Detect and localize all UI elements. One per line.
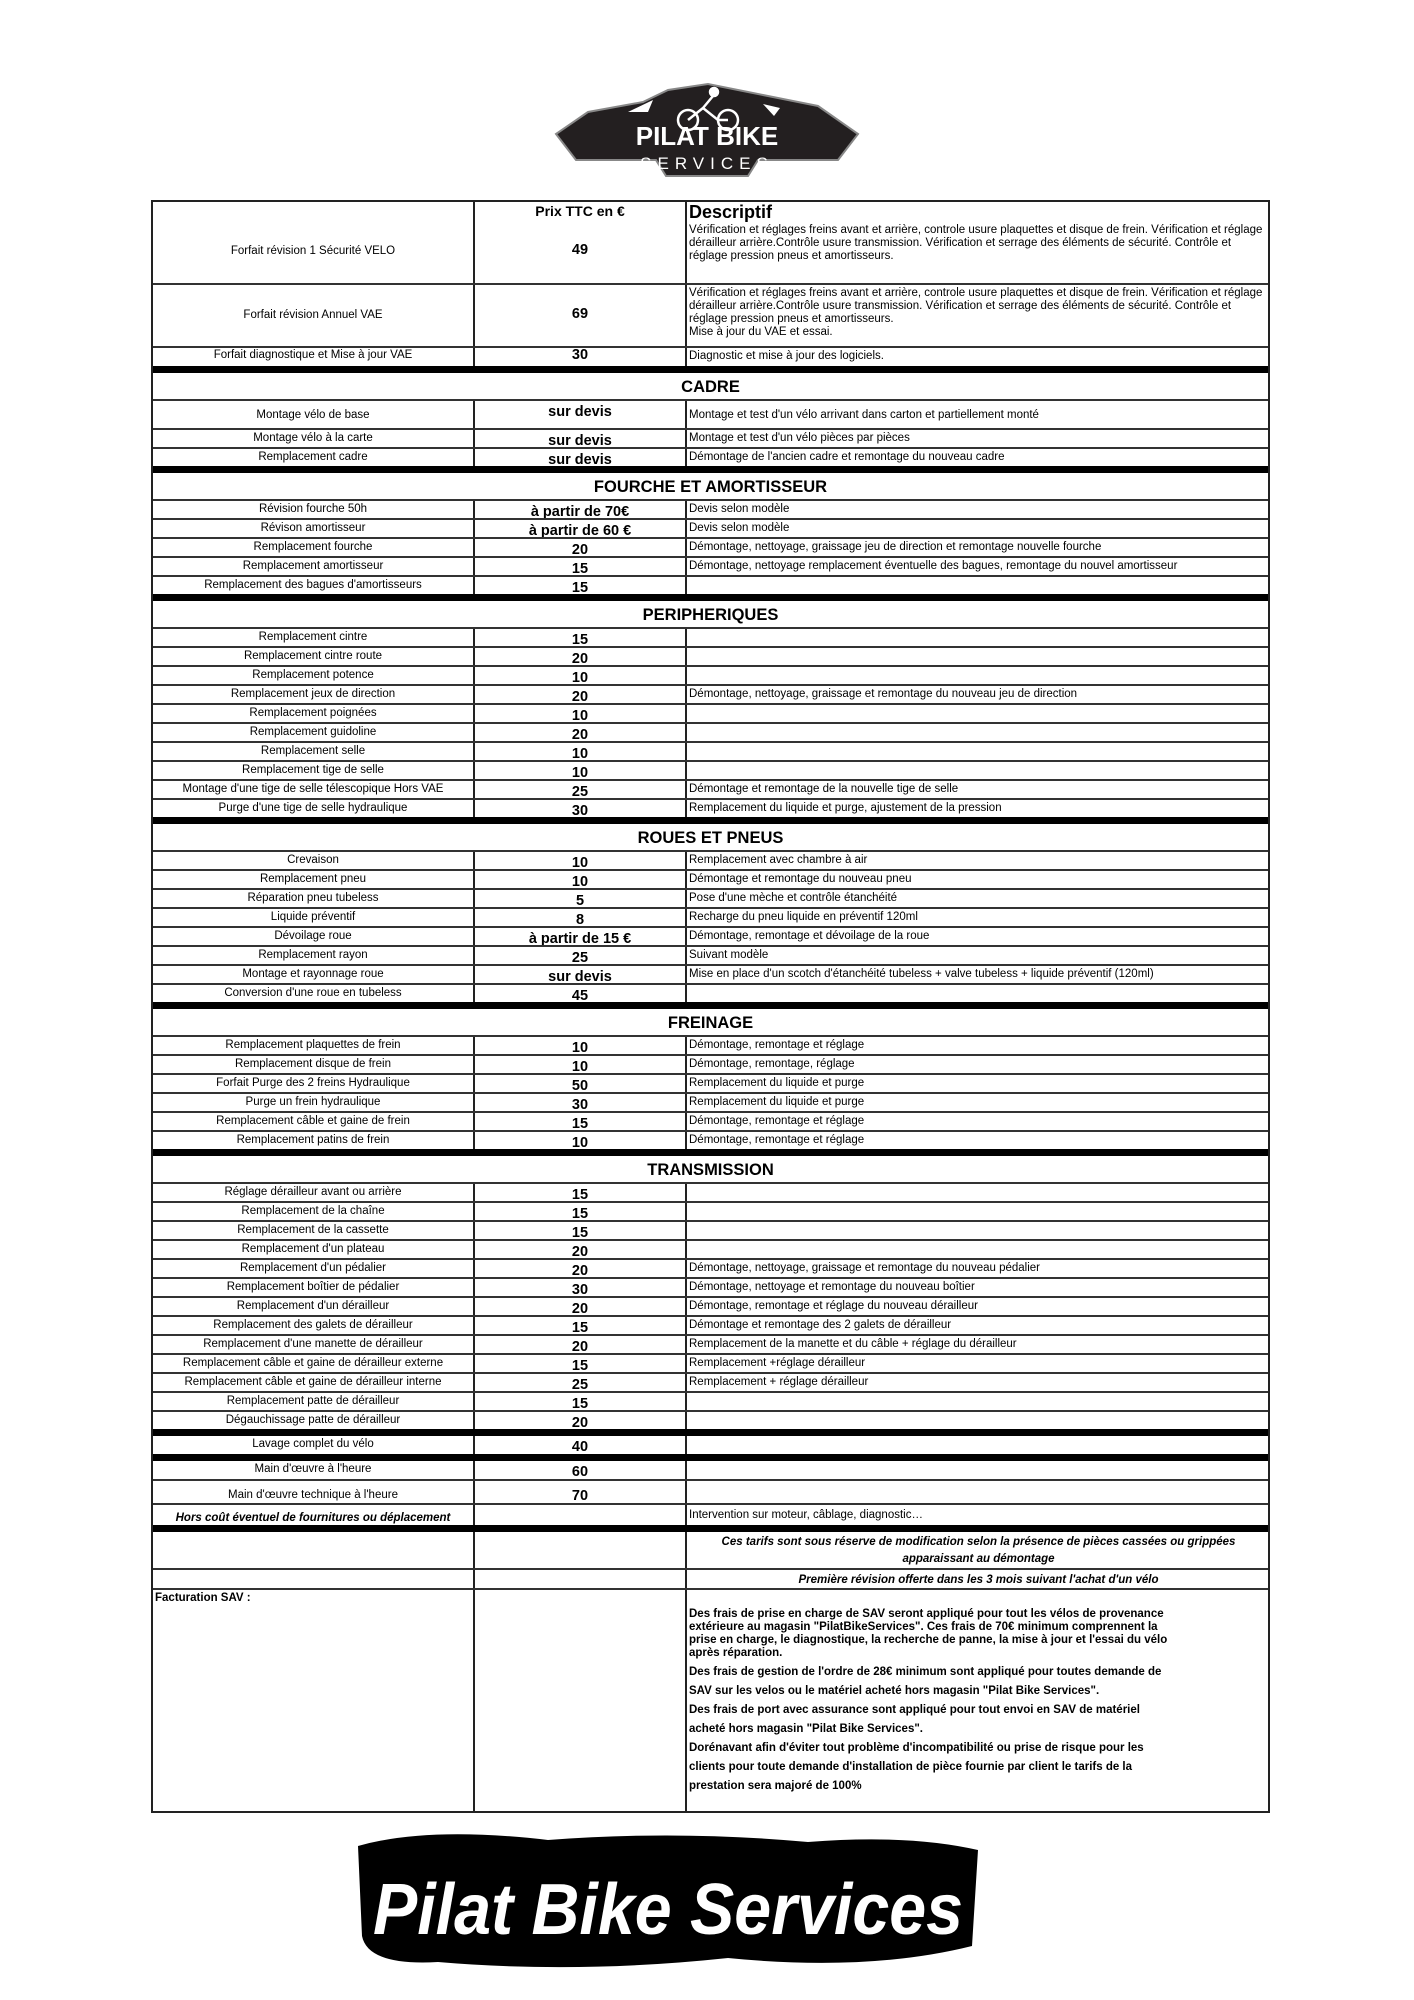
forfait-row — [153, 346, 1268, 366]
service-price: 20 — [475, 1260, 687, 1277]
hors-cout-desc: Intervention sur moteur, câblage, diagnostic… — [689, 1509, 923, 1521]
service-price: 15 — [475, 1184, 687, 1201]
service-description: Démontage, nettoyage remplacement éventuelle des bagues, remontage du nouvel amortisseur — [689, 560, 1178, 572]
logo-subtitle: SERVICES — [640, 154, 774, 173]
service-price: sur devis — [475, 449, 687, 466]
service-row — [153, 1372, 1268, 1391]
service-description: Devis selon modèle — [689, 522, 790, 534]
service-name: Forfait révision Annuel VAE — [153, 285, 475, 346]
sav-label-cell — [153, 1590, 475, 1811]
section-separator — [153, 1002, 1268, 1009]
service-price: 25 — [475, 947, 687, 964]
service-price: 15 — [475, 1355, 687, 1372]
service-name: Remplacement guidoline — [153, 724, 475, 741]
service-price: 69 — [475, 285, 687, 346]
service-description: Démontage et remontage de la nouvelle tige de selle — [689, 783, 959, 795]
service-description — [687, 648, 1268, 665]
service-name: Remplacement patte de dérailleur — [153, 1393, 475, 1410]
service-row — [153, 779, 1268, 798]
service-price: 10 — [475, 1056, 687, 1073]
service-name: Révison amortisseur — [153, 520, 475, 537]
pilat-bike-services-brush-logo — [348, 1826, 988, 1976]
service-name: Remplacement des bagues d'amortisseurs — [153, 577, 475, 594]
forfait-row — [153, 222, 1268, 283]
section-separator — [153, 366, 1268, 373]
service-name: Réparation pneu tubeless — [153, 890, 475, 907]
service-row — [153, 1296, 1268, 1315]
service-name: Montage vélo à la carte — [153, 430, 475, 447]
service-name: Remplacement cintre — [153, 629, 475, 646]
service-price: 10 — [475, 743, 687, 760]
service-description: Remplacement du liquide et purge — [689, 1096, 865, 1108]
service-price: 15 — [475, 1393, 687, 1410]
service-description: Vérification et réglages freins avant et arrière, controle usure plaquettes et disque de frein. Vérification et réglage dérailleur arrière.Contrôle usure transmission. Vérification et serrage des éléments de sécurité. Contrôle et réglage pression pneus et amortisseurs. — [689, 224, 1263, 262]
service-description-extra: Mise à jour du VAE et essai. — [689, 326, 833, 338]
service-price: 20 — [475, 724, 687, 741]
blank-cell — [475, 1532, 687, 1568]
service-row — [153, 907, 1268, 926]
service-description: Démontage, remontage, réglage — [689, 1058, 855, 1070]
service-name: Purge un frein hydraulique — [153, 1094, 475, 1111]
hors-cout-row — [153, 1503, 1268, 1525]
section-title: CADRE — [681, 378, 740, 396]
service-name: Remplacement rayon — [153, 947, 475, 964]
first-revision-note: Première révision offerte dans les 3 mois suivant l'achat d'un vélo — [798, 1574, 1159, 1586]
service-price: 60 — [475, 1461, 687, 1479]
service-description: Démontage de l'ancien cadre et remontage du nouveau cadre — [689, 451, 1005, 463]
service-row — [153, 684, 1268, 703]
service-description: Démontage et remontage du nouveau pneu — [689, 873, 912, 885]
sav-row — [153, 1588, 1268, 1811]
service-row — [153, 665, 1268, 684]
service-price: 10 — [475, 1037, 687, 1054]
service-name: Remplacement plaquettes de frein — [153, 1037, 475, 1054]
service-description: Démontage, remontage et réglage — [689, 1115, 865, 1127]
service-row — [153, 926, 1268, 945]
service-name: Forfait révision 1 Sécurité VELO — [153, 222, 475, 283]
sav-paragraph-1: Des frais de prise en charge de SAV seront appliqué pour tout les vélos de provenance extérieure au magasin "PilatBikeServices". Ces frais de 70€ minimum comprennent la prise en charge, le diagnostique, la recherche de panne, la mise à jour et l'essai du vélo après réparation. — [689, 1608, 1168, 1659]
section-separator — [153, 1454, 1268, 1461]
service-description — [687, 1203, 1268, 1220]
service-row — [153, 1054, 1268, 1073]
service-row — [153, 798, 1268, 817]
service-price: 10 — [475, 667, 687, 684]
service-description — [687, 985, 1268, 1002]
sav-paragraph-4: Dorénavant afin d'éviter tout problème d'incompatibilité ou prise de risque pour les clients pour toute demande d'installation de pièce fournie par client le tarifs de la prestation sera majoré de 100% — [689, 1742, 1144, 1792]
section-separator — [153, 466, 1268, 473]
service-name: Dévoilage roue — [153, 928, 475, 945]
service-name: Forfait diagnostique et Mise à jour VAE — [153, 348, 475, 366]
service-name: Remplacement câble et gaine de dérailleur externe — [153, 1355, 475, 1372]
section-title: TRANSMISSION — [647, 1161, 774, 1179]
service-description: Remplacement de la manette et du câble + réglage du dérailleur — [689, 1338, 1017, 1350]
service-row — [153, 888, 1268, 907]
service-price: 25 — [475, 1374, 687, 1391]
service-row — [153, 556, 1268, 575]
hors-cout-label: Hors coût éventuel de fournitures ou déplacement — [153, 1505, 475, 1525]
service-description — [687, 1222, 1268, 1239]
service-name: Dégauchissage patte de dérailleur — [153, 1412, 475, 1429]
service-description: Démontage, remontage et réglage — [689, 1039, 865, 1051]
service-row — [153, 760, 1268, 779]
service-price: 10 — [475, 762, 687, 779]
service-description: Démontage, nettoyage, graissage et remontage du nouveau jeu de direction — [689, 688, 1078, 700]
service-row — [153, 1130, 1268, 1149]
service-price: 50 — [475, 1075, 687, 1092]
service-row — [153, 1092, 1268, 1111]
service-name: Remplacement disque de frein — [153, 1056, 475, 1073]
service-description — [687, 577, 1268, 594]
service-price: 15 — [475, 1222, 687, 1239]
sav-paragraph-3: Des frais de port avec assurance sont appliqué pour tout envoi en SAV de matériel acheté hors magasin "Pilat Bike Services". — [689, 1704, 1140, 1735]
service-description: Démontage, nettoyage, graissage et remontage du nouveau pédalier — [689, 1262, 1040, 1274]
service-price: 5 — [475, 890, 687, 907]
service-price: 30 — [475, 1279, 687, 1296]
service-price: 30 — [475, 800, 687, 817]
service-row — [153, 499, 1268, 518]
service-description: Démontage et remontage des 2 galets de dérailleur — [689, 1319, 952, 1331]
service-name: Montage vélo de base — [153, 401, 475, 428]
section-separator — [153, 817, 1268, 824]
header-blank — [153, 202, 475, 222]
service-name: Remplacement patins de frein — [153, 1132, 475, 1149]
service-row — [153, 1073, 1268, 1092]
service-description — [687, 762, 1268, 779]
service-name: Réglage dérailleur avant ou arrière — [153, 1184, 475, 1201]
service-price: 8 — [475, 909, 687, 926]
service-description — [687, 1393, 1268, 1410]
section-separator — [153, 594, 1268, 601]
blank-cell — [153, 1570, 475, 1588]
service-description — [687, 629, 1268, 646]
extra-service-row — [153, 1461, 1268, 1479]
service-description: Recharge du pneu liquide en préventif 120ml — [689, 911, 918, 923]
section-separator — [153, 1149, 1268, 1156]
service-name: Remplacement de la cassette — [153, 1222, 475, 1239]
service-name: Remplacement des galets de dérailleur — [153, 1317, 475, 1334]
service-price: 30 — [475, 348, 687, 366]
service-description-main: Vérification et réglages freins avant et arrière, controle usure plaquettes et disque de frein. Vérification et réglage dérailleur arrière.Contrôle usure transmission. Vérification et serrage des éléments de sécurité. Contrôle et réglage pression pneus et amortisseurs. — [689, 287, 1263, 325]
section-title: FOURCHE ET AMORTISSEUR — [593, 478, 828, 496]
service-description: Devis selon modèle — [689, 503, 790, 515]
service-name: Purge d'une tige de selle hydraulique — [153, 800, 475, 817]
service-name: Remplacement poignées — [153, 705, 475, 722]
service-description — [687, 705, 1268, 722]
service-row — [153, 447, 1268, 466]
service-price: 15 — [475, 1317, 687, 1334]
service-row — [153, 1410, 1268, 1429]
header-description: Descriptif — [689, 202, 773, 222]
service-description — [687, 1436, 1268, 1454]
header-price: Prix TTC en € — [475, 202, 687, 222]
service-name: Montage d'une tige de selle télescopique Hors VAE — [153, 781, 475, 798]
service-row — [153, 1201, 1268, 1220]
service-price: 30 — [475, 1094, 687, 1111]
service-name: Remplacement cintre route — [153, 648, 475, 665]
service-row — [153, 869, 1268, 888]
forfait-row — [153, 283, 1268, 346]
sav-label: Facturation SAV : — [155, 1592, 251, 1604]
reserve-note-row — [153, 1532, 1268, 1568]
service-row — [153, 575, 1268, 594]
service-row — [153, 1035, 1268, 1054]
service-description: Suivant modèle — [689, 949, 769, 961]
service-description — [687, 743, 1268, 760]
service-row — [153, 1239, 1268, 1258]
blank-cell — [475, 1570, 687, 1588]
service-description: Pose d'une mèche et contrôle étanchéité — [689, 892, 898, 904]
service-price: 10 — [475, 871, 687, 888]
service-name: Remplacement tige de selle — [153, 762, 475, 779]
service-description: Remplacement du liquide et purge, ajustement de la pression — [689, 802, 1002, 814]
service-row — [153, 1391, 1268, 1410]
service-name: Montage et rayonnage roue — [153, 966, 475, 983]
service-name: Main d'œuvre à l'heure — [153, 1461, 475, 1479]
service-row — [153, 428, 1268, 447]
service-row — [153, 703, 1268, 722]
service-name: Main d'œuvre technique à l'heure — [153, 1481, 475, 1503]
service-row — [153, 1258, 1268, 1277]
service-price: 15 — [475, 1203, 687, 1220]
service-row — [153, 1277, 1268, 1296]
service-price: 40 — [475, 1436, 687, 1454]
service-row — [153, 518, 1268, 537]
service-price: 15 — [475, 629, 687, 646]
section-title: ROUES ET PNEUS — [637, 829, 784, 847]
service-row — [153, 646, 1268, 665]
service-description — [687, 1184, 1268, 1201]
service-name: Remplacement cadre — [153, 449, 475, 466]
service-row — [153, 722, 1268, 741]
blank-cell — [153, 1532, 475, 1568]
service-price: sur devis — [475, 966, 687, 983]
section-title: PERIPHERIQUES — [642, 606, 779, 624]
service-row — [153, 964, 1268, 983]
service-name: Remplacement câble et gaine de frein — [153, 1113, 475, 1130]
extra-service-row — [153, 1436, 1268, 1454]
service-price: 20 — [475, 1241, 687, 1258]
service-price: sur devis — [475, 430, 687, 447]
service-name: Remplacement pneu — [153, 871, 475, 888]
service-row — [153, 399, 1268, 428]
service-name: Remplacement amortisseur — [153, 558, 475, 575]
service-name: Remplacement d'un dérailleur — [153, 1298, 475, 1315]
reserve-note: Ces tarifs sont sous réserve de modification selon la présence de pièces cassées ou grippées apparaissant au démontage — [721, 1536, 1236, 1565]
service-description: Montage et test d'un vélo pièces par pièces — [689, 432, 910, 444]
service-price: à partir de 60 € — [475, 520, 687, 537]
service-description: Démontage, remontage et réglage du nouveau dérailleur — [689, 1300, 978, 1312]
service-row — [153, 945, 1268, 964]
section-separator — [153, 1525, 1268, 1532]
brush-logo-text: Pilat Bike Services — [373, 1870, 963, 1950]
service-price: 20 — [475, 1336, 687, 1353]
service-name: Remplacement boîtier de pédalier — [153, 1279, 475, 1296]
service-description: Remplacement du liquide et purge — [689, 1077, 865, 1089]
service-price: 25 — [475, 781, 687, 798]
service-description — [687, 1241, 1268, 1258]
hors-cout-price — [475, 1505, 687, 1525]
service-price: 10 — [475, 705, 687, 722]
service-price: 15 — [475, 577, 687, 594]
pilat-bike-services-logo — [548, 82, 866, 178]
sav-text — [687, 1590, 1268, 1811]
service-row — [153, 1182, 1268, 1201]
logo-title: PILAT BIKE — [635, 121, 779, 151]
service-description — [687, 285, 1268, 346]
service-price: 10 — [475, 1132, 687, 1149]
service-name: Crevaison — [153, 852, 475, 869]
service-description: Remplacement +réglage dérailleur — [689, 1357, 866, 1369]
extra-service-row — [153, 1479, 1268, 1503]
service-description — [687, 1412, 1268, 1429]
service-price: 20 — [475, 1412, 687, 1429]
service-name: Remplacement câble et gaine de dérailleur interne — [153, 1374, 475, 1391]
service-row — [153, 741, 1268, 760]
service-name: Liquide préventif — [153, 909, 475, 926]
service-price: sur devis — [475, 401, 687, 428]
service-row — [153, 850, 1268, 869]
service-price: 20 — [475, 539, 687, 556]
service-name: Remplacement jeux de direction — [153, 686, 475, 703]
service-description: Démontage, remontage et dévoilage de la roue — [689, 930, 930, 942]
service-name: Remplacement d'un plateau — [153, 1241, 475, 1258]
service-description: Mise en place d'un scotch d'étanchéité tubeless + valve tubeless + liquide préventif (120ml) — [689, 968, 1154, 980]
service-description: Remplacement + réglage dérailleur — [689, 1376, 869, 1388]
blank-cell — [475, 1590, 687, 1811]
service-price: 49 — [475, 222, 687, 283]
section-title: FREINAGE — [667, 1014, 754, 1032]
service-name: Remplacement d'un pédalier — [153, 1260, 475, 1277]
service-price: 20 — [475, 1298, 687, 1315]
service-name: Remplacement de la chaîne — [153, 1203, 475, 1220]
service-row — [153, 1220, 1268, 1239]
service-price: à partir de 70€ — [475, 501, 687, 518]
service-row — [153, 1315, 1268, 1334]
service-price: 15 — [475, 1113, 687, 1130]
service-description — [687, 724, 1268, 741]
service-description: Montage et test d'un vélo arrivant dans carton et partiellement monté — [689, 409, 1039, 421]
service-row — [153, 1334, 1268, 1353]
service-name: Révision fourche 50h — [153, 501, 475, 518]
service-description: Démontage, nettoyage et remontage du nouveau boîtier — [689, 1281, 975, 1293]
first-revision-row — [153, 1568, 1268, 1588]
service-price: à partir de 15 € — [475, 928, 687, 945]
service-name: Remplacement fourche — [153, 539, 475, 556]
service-price: 15 — [475, 558, 687, 575]
service-name: Remplacement selle — [153, 743, 475, 760]
service-row — [153, 627, 1268, 646]
service-name: Forfait Purge des 2 freins Hydraulique — [153, 1075, 475, 1092]
service-name: Lavage complet du vélo — [153, 1436, 475, 1454]
service-row — [153, 1111, 1268, 1130]
service-name: Remplacement d'une manette de dérailleur — [153, 1336, 475, 1353]
service-price: 10 — [475, 852, 687, 869]
service-price: 70 — [475, 1481, 687, 1503]
service-description — [687, 1481, 1268, 1503]
service-description — [687, 1461, 1268, 1479]
service-row — [153, 1353, 1268, 1372]
service-row — [153, 983, 1268, 1002]
table-header — [153, 202, 1268, 222]
service-description — [687, 667, 1268, 684]
price-table — [151, 200, 1270, 1813]
service-name: Conversion d'une roue en tubeless — [153, 985, 475, 1002]
service-description: Diagnostic et mise à jour des logiciels. — [689, 350, 884, 362]
service-description: Démontage, nettoyage, graissage jeu de direction et remontage nouvelle fourche — [689, 541, 1102, 553]
sav-paragraph-2: Des frais de gestion de l'ordre de 28€ minimum sont appliqué pour toutes demande de SAV sur les velos ou le matériel acheté hors magasin "Pilat Bike Services". — [689, 1666, 1162, 1697]
service-description: Remplacement avec chambre à air — [689, 854, 868, 866]
service-name: Remplacement potence — [153, 667, 475, 684]
service-price: 20 — [475, 648, 687, 665]
service-price: 20 — [475, 686, 687, 703]
section-separator — [153, 1429, 1268, 1436]
service-row — [153, 537, 1268, 556]
service-price: 45 — [475, 985, 687, 1002]
service-description: Démontage, remontage et réglage — [689, 1134, 865, 1146]
